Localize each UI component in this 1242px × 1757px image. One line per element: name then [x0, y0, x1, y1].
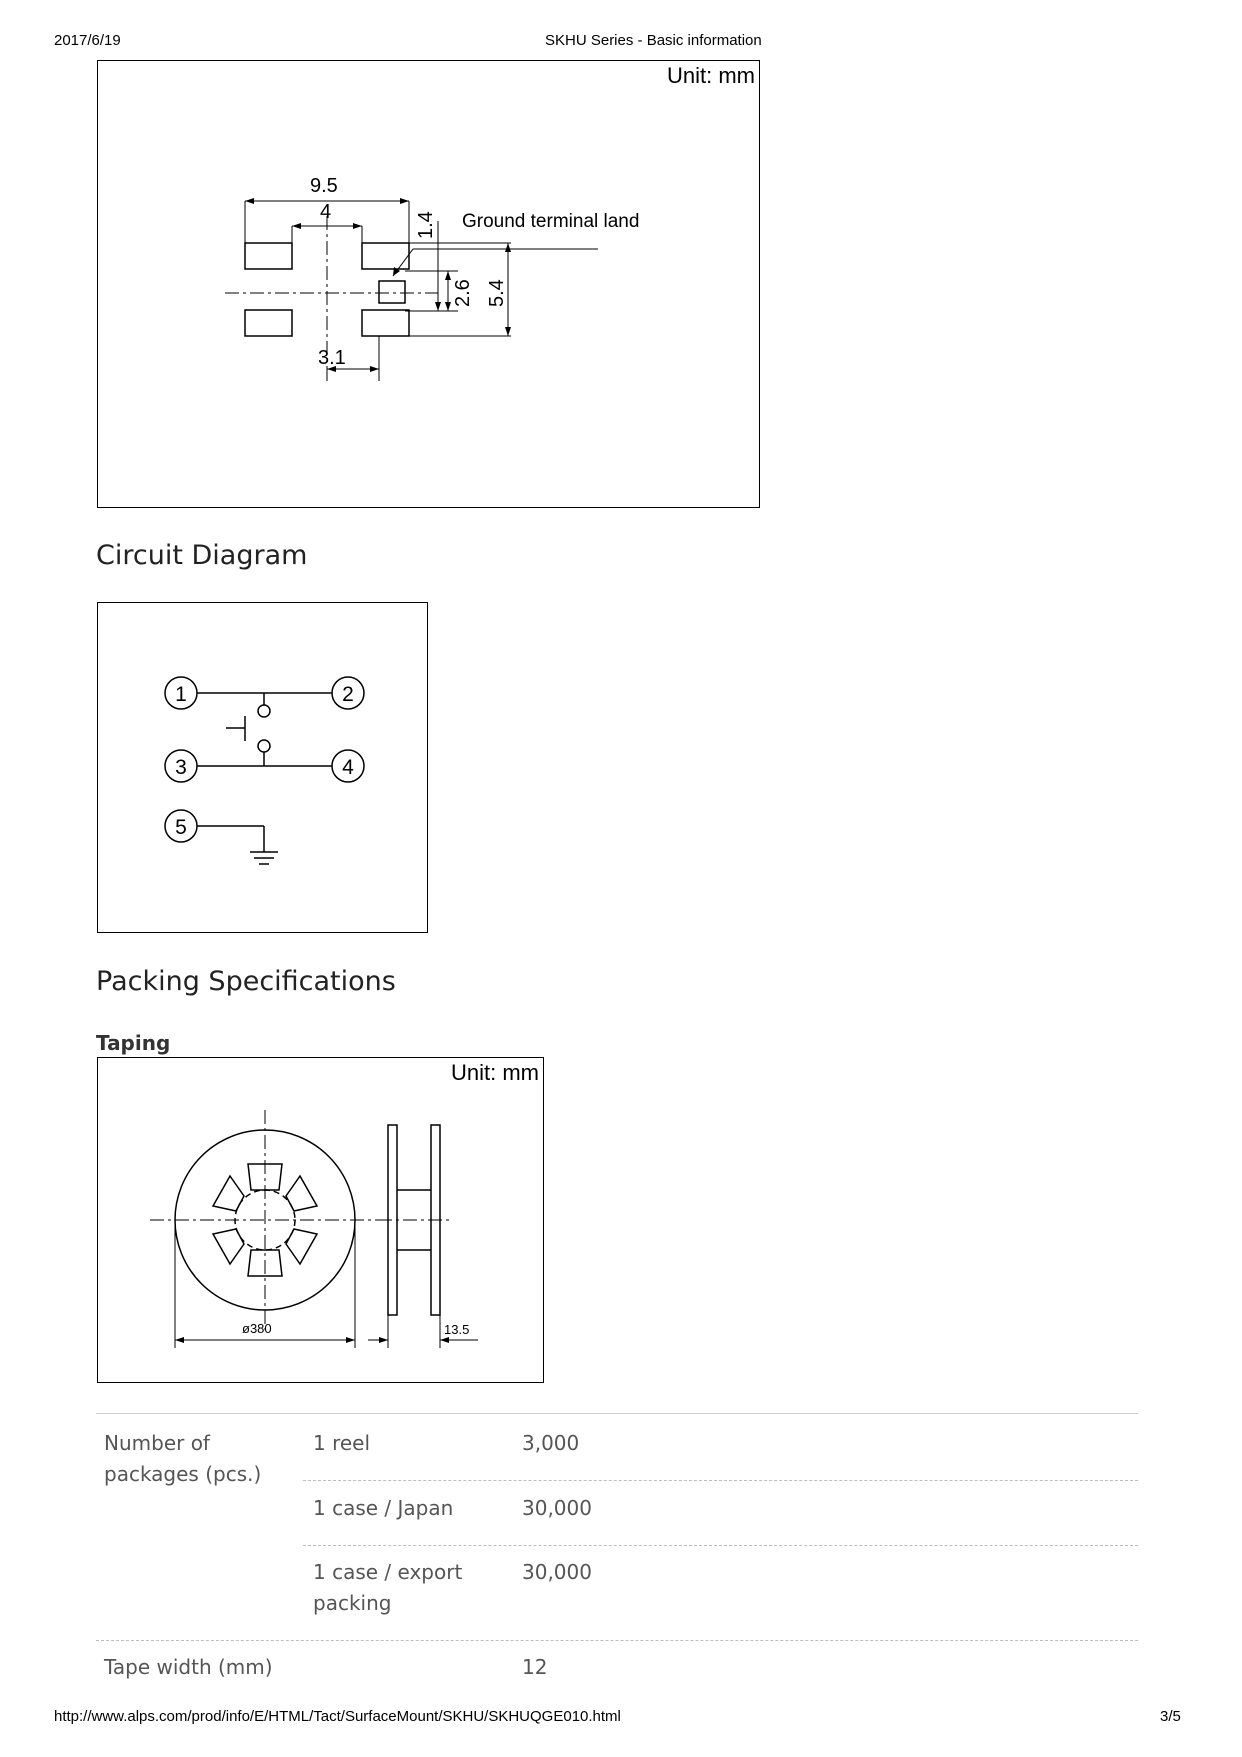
dim-9-5-label: 9.5 — [310, 175, 338, 197]
pad-bottom-right — [362, 310, 409, 336]
pin-1-label: 1 — [175, 683, 187, 706]
ground-terminal-label: Ground terminal land — [462, 211, 640, 232]
table-row-value: 30,000 — [522, 1560, 592, 1584]
table-row-label: 1 case / Japan — [313, 1496, 454, 1520]
ground-land-pad — [379, 281, 405, 303]
reel-diameter-label: ø380 — [242, 1321, 272, 1336]
pin-2-label: 2 — [342, 683, 354, 706]
reel-figure — [97, 1057, 544, 1383]
dim-1-4-label: 1.4 — [415, 211, 437, 239]
row-divider — [96, 1640, 1138, 1641]
row-divider — [303, 1480, 1138, 1481]
pin-5-label: 5 — [175, 816, 187, 839]
circuit-diagram-heading: Circuit Diagram — [96, 540, 308, 571]
circuit-diagram-figure — [97, 602, 428, 933]
dim-4-label: 4 — [320, 201, 332, 223]
unit-label: Unit: mm — [667, 63, 755, 88]
reel-drawing — [98, 1058, 545, 1384]
number-of-packages-label: Number of packages (pcs.) — [104, 1431, 262, 1486]
row-divider — [303, 1545, 1138, 1546]
reel-width-label: 13.5 — [444, 1322, 470, 1337]
table-row-label: 1 case / export packing — [313, 1560, 463, 1615]
taping-subheading: Taping — [96, 1031, 171, 1055]
pin-3-label: 3 — [175, 756, 187, 779]
land-pattern-drawing — [98, 61, 761, 509]
pad-top-right — [362, 243, 409, 269]
reel-unit-label: Unit: mm — [451, 1060, 539, 1085]
table-top-rule — [96, 1413, 1138, 1414]
table-row-value: 30,000 — [522, 1496, 592, 1520]
land-pattern-figure — [97, 60, 760, 508]
pin-4-label: 4 — [342, 756, 354, 779]
table-row-label: 1 reel — [313, 1431, 371, 1455]
footer-url: http://www.alps.com/prod/info/E/HTML/Tact/SurfaceMount/SKHU/SKHUQGE010.html — [54, 1708, 621, 1725]
packing-specifications-heading: Packing Specifications — [96, 966, 396, 997]
page-number: 3/5 — [1160, 1708, 1181, 1725]
switch-contact-bottom — [258, 740, 270, 752]
dim-2-6-label: 2.6 — [452, 279, 474, 307]
print-title: SKHU Series - Basic information — [545, 32, 762, 49]
table-row-value: 3,000 — [522, 1431, 580, 1455]
dim-5-4-label: 5.4 — [486, 279, 508, 307]
pad-top-left — [245, 243, 292, 269]
tape-width-label: Tape width (mm) — [104, 1655, 273, 1679]
dim-3-1-label: 3.1 — [318, 347, 346, 369]
switch-contact-top — [258, 705, 270, 717]
tape-width-value: 12 — [522, 1655, 548, 1679]
pad-bottom-left — [245, 310, 292, 336]
circuit-drawing — [98, 603, 429, 934]
print-date: 2017/6/19 — [54, 32, 121, 49]
